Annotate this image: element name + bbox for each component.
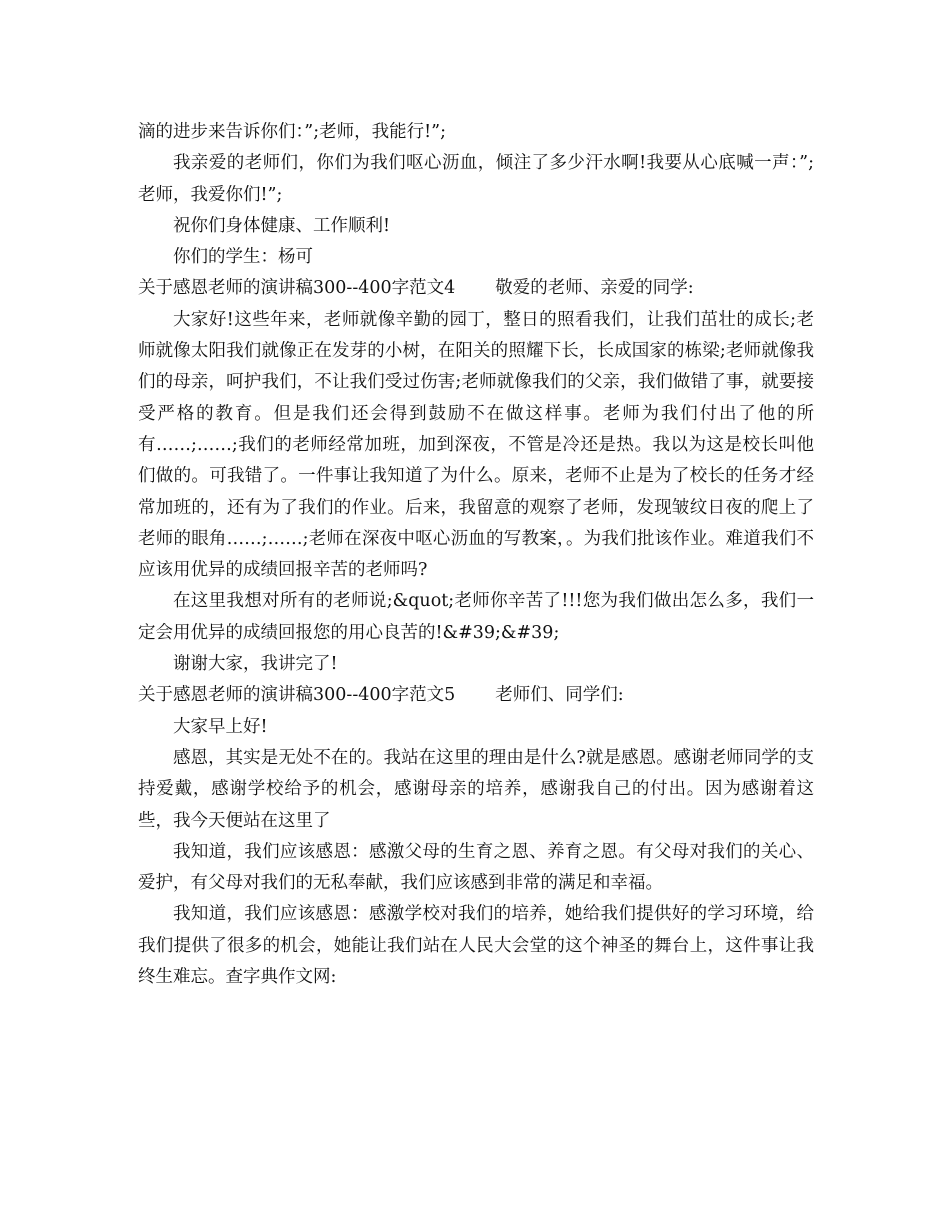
section-greeting-4: 敬爱的老师、亲爱的同学: bbox=[495, 278, 694, 299]
section-title-4: 关于感恩老师的演讲稿300--400字范文4 bbox=[138, 278, 456, 299]
paragraph-5: 大家好!这些年来，老师就像辛勤的园丁，整日的照看我们，让我们茁壮的成长;老师就像太阳我们就像正在发芽的小树，在阳关的照耀下长，长成国家的栋梁;老师就像我们的母亲，呵护我们，不让我们受过伤害;老师就像我们的父亲，我们做错了事，就要接受严格的教育。但是我们还会得到鼓励不在做这样事。老师为我们付出了他的所有……;……;我们的老师经常加班，加到深夜，不管是冷还是热。我以为这是校长叫他们做的。可我错了。一件事让我知道了为什么。原来，老师不止是为了校长的任务才经常加班的，还有为了我们的作业。后来，我留意的观察了老师，发现皱纹日夜的爬上了老师的眼角……;……;老师在深夜中呕心沥血的写教案，。为我们批该作业。难道我们不应该用优异的成绩回报辛苦的老师吗? bbox=[138, 309, 814, 581]
paragraph-9: 大家早上好! bbox=[173, 716, 268, 737]
paragraph-11: 我知道，我们应该感恩：感激父母的生育之恩、养育之恩。有父母对我们的关心、爱护，有父母对我们的无私奉献，我们应该感到非常的满足和幸福。 bbox=[138, 841, 814, 894]
section-heading-5 bbox=[138, 680, 814, 711]
paragraph-10: 感恩，其实是无处不在的。我站在这里的理由是什么?就是感恩。感谢老师同学的支持爱戴，感谢学校给予的机会，感谢母亲的培养，感谢我自己的付出。因为感谢着这些，我今天便站在这里了 bbox=[138, 747, 814, 831]
document-body bbox=[138, 117, 814, 993]
paragraph-2: 我亲爱的老师们，你们为我们呕心沥血，倾注了多少汗水啊!我要从心底喊一声：”;老师，我爱你们!”; bbox=[138, 153, 814, 205]
paragraph-1: 滴的进步来告诉你们：”;老师，我能行!”; bbox=[138, 122, 446, 142]
paragraph-7: 谢谢大家，我讲完了! bbox=[173, 654, 338, 675]
section-greeting-5: 老师们、同学们: bbox=[495, 685, 624, 706]
signature-line: 你们的学生：杨可 bbox=[173, 247, 313, 268]
section-heading-4 bbox=[138, 273, 814, 304]
section-title-5: 关于感恩老师的演讲稿300--400字范文5 bbox=[138, 685, 456, 706]
paragraph-3: 祝你们身体健康、工作顺利! bbox=[173, 215, 391, 236]
paragraph-6: 在这里我想对所有的老师说;&quot;老师你辛苦了!!!您为我们做出怎么多，我们一定会用优异的成绩回报您的用心良苦的!&#39;&#39; bbox=[138, 591, 814, 643]
paragraph-12: 我知道，我们应该感恩：感激学校对我们的培养，她给我们提供好的学习环境，给我们提供了很多的机会，她能让我们站在人民大会堂的这个神圣的舞台上，这件事让我终生难忘。查字典作文网: bbox=[138, 904, 814, 988]
